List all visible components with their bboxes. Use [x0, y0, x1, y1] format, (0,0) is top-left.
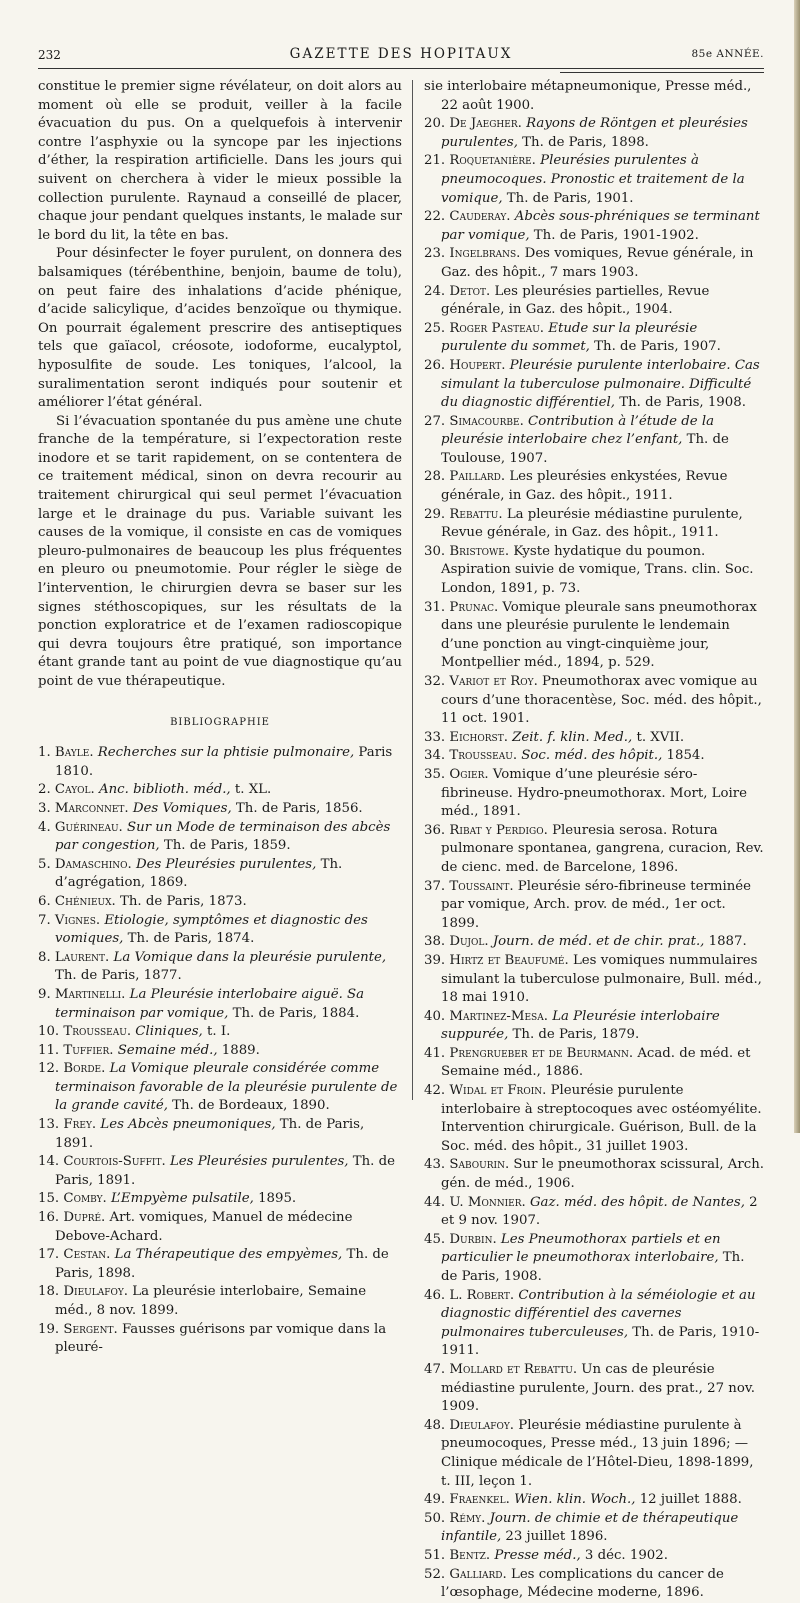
reference-details: Th. de Paris, 1910-1911.: [441, 1324, 760, 1359]
reference-details: Th. de Paris, 1884.: [228, 1005, 360, 1021]
bibliography-entry: [38, 1153, 402, 1190]
reference-author: Guérineau.: [54, 819, 123, 835]
reference-number: 7.: [38, 912, 51, 928]
reference-details: Th. de Paris, 1874.: [123, 931, 255, 947]
reference-number: 44.: [424, 1194, 446, 1210]
bibliography-entry: [424, 1082, 764, 1156]
bibliography-entry: [424, 599, 764, 673]
bibliography-entry: [424, 822, 764, 878]
reference-details: Th. de Paris, 1908.: [441, 1250, 745, 1284]
reference-details: Pleurésie séro-fibrineuse terminée par vomique, Arch. prov. de méd., 1er oct. 1899.: [441, 878, 752, 931]
reference-number: 37.: [424, 878, 446, 894]
reference-details: Th. de Paris, 1879.: [508, 1027, 640, 1043]
reference-number: 49.: [424, 1492, 446, 1508]
reference-number: 42.: [424, 1083, 446, 1099]
reference-details: Th. de Paris, 1907.: [589, 339, 721, 355]
reference-author: Rebattu.: [449, 506, 503, 522]
reference-title: Anc. biblioth. méd.,: [99, 782, 231, 798]
reference-number: 6.: [38, 893, 51, 909]
reference-details: Un cas de pleurésie médiastine purulente, Journ. des prat., 27 nov. 1909.: [441, 1361, 755, 1415]
reference-title: La Pleurésie interlobaire aiguë. Sa terminaison par vomique,: [55, 986, 365, 1021]
reference-number: 5.: [38, 856, 51, 872]
reference-details: La pleurésie interlobaire, Semaine méd., 8 nov. 1899.: [55, 1284, 367, 1318]
bibliography-entry: [424, 468, 764, 505]
reference-title: Des Vomiques,: [132, 800, 232, 816]
reference-author: U. Monnier.: [449, 1194, 526, 1210]
reference-number: 31.: [424, 599, 446, 615]
reference-author: Mollard et Rebattu.: [449, 1361, 578, 1377]
bibliography-entry: [38, 800, 402, 819]
reference-number: 14.: [38, 1154, 60, 1170]
bibliography-entry: [424, 115, 764, 152]
right-column: [424, 78, 764, 1603]
reference-details: 1895.: [253, 1191, 297, 1207]
reference-number: 41.: [424, 1045, 446, 1061]
page-edge: [794, 0, 800, 1133]
reference-title: Contribution à l’étude de la pleurésie interlobaire chez l’enfant,: [441, 413, 715, 448]
reference-number: 10.: [38, 1024, 60, 1040]
reference-title: Semaine méd.,: [117, 1042, 218, 1058]
reference-author: Cauderay.: [449, 209, 511, 225]
reference-details: La pleurésie médiastine purulente, Revue générale, in Gaz. des hôpit., 1911.: [441, 506, 743, 541]
reference-author: Vignes.: [54, 912, 101, 928]
reference-author: Martinelli.: [54, 986, 126, 1002]
bibliography-entry: [424, 413, 764, 469]
reference-details: Vomique d’une pleurésie séro-fibrineuse. Hydro-pneumothorax. Mort, Loire méd., 1891.: [441, 766, 747, 820]
reference-number: 12.: [38, 1061, 60, 1077]
bibliography-entry: [424, 1156, 764, 1193]
reference-author: De Jaegher.: [449, 116, 522, 132]
reference-details: t. I.: [202, 1024, 231, 1040]
reference-title: Sur un Mode de terminaison des abcès par congestion,: [55, 819, 391, 854]
reference-author: Comby.: [63, 1191, 107, 1207]
reference-title: Les Abcès pneumoniques,: [100, 1117, 276, 1133]
reference-number: 3.: [38, 800, 51, 816]
bibliography-entry: [424, 933, 764, 952]
reference-details: 1887.: [704, 934, 747, 950]
reference-details: Th. de Paris, 1908.: [614, 395, 746, 411]
reference-number: 35.: [424, 766, 446, 782]
reference-author: Dieulafoy.: [63, 1284, 129, 1300]
reference-details: Fausses guérisons par vomique dans la pleuré-: [55, 1321, 387, 1356]
reference-author: Rémy.: [449, 1510, 486, 1526]
reference-number: 15.: [38, 1191, 60, 1207]
reference-number: 48.: [424, 1417, 446, 1433]
bibliography-entry: [38, 856, 402, 893]
reference-author: Sergent.: [63, 1321, 118, 1337]
reference-title: Pleurésies purulentes à pneumocoques. Pronostic et traitement de la vomique,: [441, 153, 745, 206]
reference-number: 23.: [424, 246, 446, 262]
reference-title: Etude sur la pleurésie purulente du sommet,: [441, 320, 698, 355]
bibliography-entry: [38, 781, 402, 800]
reference-author: Hirtz et Beaufumé.: [449, 952, 569, 968]
bibliography-entry: [424, 673, 764, 729]
page-header: [38, 44, 764, 66]
reference-author: Marconnet.: [54, 800, 129, 816]
reference-details: Th. de Paris, 1891.: [55, 1154, 396, 1188]
reference-number: 33.: [424, 729, 446, 745]
reference-author: Simacourbe.: [449, 413, 524, 429]
bibliography-entry: [424, 78, 764, 115]
page-number: 232: [38, 48, 61, 62]
reference-title: Rayons de Röntgen et pleurésies purulentes,: [441, 116, 748, 150]
reference-details: 2 et 9 nov. 1907.: [441, 1194, 758, 1229]
reference-title: Abcès sous-phréniques se terminant par vomique,: [441, 209, 760, 243]
reference-number: 8.: [38, 949, 51, 965]
reference-details: Des vomiques, Revue générale, in Gaz. des hôpit., 7 mars 1903.: [441, 246, 754, 280]
reference-author: Chénieux.: [54, 893, 116, 909]
reference-number: 25.: [424, 320, 446, 336]
reference-details: Th. de Bordeaux, 1890.: [167, 1098, 330, 1114]
reference-title: Des Pleurésies purulentes,: [135, 856, 317, 872]
reference-number: 39.: [424, 952, 446, 968]
reference-details: Th. de Toulouse, 1907.: [441, 432, 729, 466]
bibliography-entry: [38, 986, 402, 1023]
bibliography-entry: [38, 1246, 402, 1283]
reference-number: 26.: [424, 357, 446, 373]
bibliography-entry: [38, 1283, 402, 1320]
bibliography-entry: [424, 506, 764, 543]
reference-title: Recherches sur la phtisie pulmonaire,: [97, 745, 355, 761]
reference-author: Ogier.: [449, 766, 489, 782]
reference-number: 36.: [424, 822, 446, 838]
reference-number: 1.: [38, 745, 51, 761]
reference-title: Wien. klin. Woch.,: [514, 1492, 636, 1508]
bibliography-entry: [38, 1190, 402, 1209]
reference-title: Presse méd.,: [494, 1547, 581, 1563]
reference-author: Fraenkel.: [449, 1492, 510, 1508]
reference-title: Zeit. f. klin. Med.,: [512, 729, 633, 745]
reference-title: Les Pneumothorax partiels et en particulier le pneumothorax interlobaire,: [441, 1231, 721, 1266]
reference-title: Etiologie, symptômes et diagnostic des vomiques,: [55, 912, 368, 947]
reference-details: 3 déc. 1902.: [580, 1547, 668, 1563]
reference-author: Cayol.: [54, 782, 95, 798]
reference-number: 11.: [38, 1042, 60, 1058]
reference-title: La Thérapeutique des empyèmes,: [114, 1247, 343, 1263]
reference-author: Frey.: [63, 1117, 97, 1133]
reference-details: t. XVII.: [632, 729, 685, 745]
reference-number: 19.: [38, 1321, 60, 1337]
reference-title: Les Pleurésies purulentes,: [169, 1154, 349, 1170]
reference-number: 27.: [424, 413, 446, 429]
bibliography-entry: [38, 1321, 402, 1358]
reference-number: 21.: [424, 153, 446, 169]
reference-author: Paillard.: [449, 469, 506, 485]
header-rule-short: [560, 72, 764, 73]
bibliography-entry: [424, 729, 764, 748]
bibliography-entry: [424, 766, 764, 822]
bibliography-entry: [424, 283, 764, 320]
reference-title: Cliniques,: [135, 1024, 203, 1040]
reference-title: La Pleurésie interlobaire suppurée,: [441, 1008, 720, 1043]
reference-title: Gaz. méd. des hôpit. de Nantes,: [529, 1194, 745, 1210]
reference-title: La Vomique pleurale considérée comme terminaison favorable de la pleurésie purulente de la grande cavité,: [55, 1061, 398, 1114]
reference-author: Bayle.: [54, 745, 94, 761]
bibliography-entry: [424, 1547, 764, 1566]
reference-number: 46.: [424, 1287, 446, 1303]
reference-author: Houpert.: [449, 357, 506, 373]
reference-number: 52.: [424, 1566, 446, 1582]
body-paragraph: Si l’évacuation spontanée du pus amène une chute franche de la température, si l’expectoration reste inodore et se tarit rapidement, on se contentera de ce traitement médical, sinon on devra recourir au traitement chirurgical qui seul permet l’évacuation large et le drainage du pus. Variable suivant les causes de la vomique, il consiste en cas de vomiques pleuro-pulmonaires de beaucoup les plus fréquentes en pleuro ou pneumotomie. Pour régler le siège de l’intervention, le chirurgien devra se baser sur les signes stéthoscopiques, sur les résultats de la ponction exploratrice et de l’examen radioscopique qui devra toujours être pratiqué, son importance étant grande tant au point de vue diagnostique qu’au point de vue thérapeutique.: [38, 413, 402, 689]
bibliography-entry: [38, 893, 402, 912]
reference-number: 43.: [424, 1157, 446, 1173]
reference-author: Galliard.: [449, 1566, 507, 1582]
bibliography-entry: [38, 1042, 402, 1061]
bibliography-entry: [38, 1023, 402, 1042]
reference-author: Prunac.: [449, 599, 499, 615]
body-paragraph: constitue le premier signe révélateur, on doit alors au moment où elle se produit, veiller à la facile évacuation du pus. On a quelquefois à intervenir contre l’asphyxie ou la syncope par les injections d’éther, la respiration artificielle. Dans les jours qui suivent on cherchera à vider le mieux possible la collection purulente. Raynaud a conseillé de placer, chaque jour pendant quelques instants, le malade sur le bord du lit, la tête en bas.: [38, 79, 402, 243]
reference-author: Bentz.: [449, 1547, 491, 1563]
reference-number: 16.: [38, 1210, 60, 1226]
reference-title: Journ. de méd. et de chir. prat.,: [492, 934, 705, 950]
column-divider: [412, 80, 413, 1100]
reference-number: 30.: [424, 543, 446, 559]
journal-year: 85e ANNÉE.: [691, 48, 764, 60]
left-column: [38, 78, 402, 1358]
reference-author: Bristowe.: [449, 543, 510, 559]
reference-number: 50.: [424, 1510, 446, 1526]
reference-number: 9.: [38, 986, 51, 1002]
reference-details: 23 juillet 1896.: [501, 1529, 608, 1545]
reference-author: Durbin.: [449, 1231, 497, 1247]
reference-title: Contribution à la séméiologie et au diagnostic différentiel des cavernes pulmonaires tuberculeuses,: [441, 1287, 756, 1340]
reference-author: Martinez-Mesa.: [449, 1008, 548, 1024]
reference-details: 1889.: [217, 1042, 260, 1058]
reference-number: 4.: [38, 819, 51, 835]
reference-title: Journ. de chimie et de thérapeutique infantile,: [441, 1510, 739, 1545]
reference-author: Trousseau.: [63, 1024, 132, 1040]
reference-author: Roger Pasteau.: [449, 320, 545, 336]
reference-number: 18.: [38, 1284, 60, 1300]
bibliography-entry: [424, 1194, 764, 1231]
bibliography-entry: [38, 912, 402, 949]
reference-title: Soc. méd. des hôpit.,: [521, 748, 663, 764]
header-rule: [38, 68, 764, 69]
reference-details: Th. de Paris, 1877.: [55, 968, 182, 984]
reference-details: Kyste hydatique du poumon. Aspiration suivie de vomique, Trans. clin. Soc. London, 1891, p. 73.: [441, 543, 754, 597]
bibliography-entry: [424, 1491, 764, 1510]
bibliography-entry: [424, 357, 764, 413]
reference-author: Tuffier.: [63, 1042, 114, 1058]
reference-author: Eichorst.: [449, 729, 508, 745]
reference-details: Th. de Paris, 1898.: [517, 134, 649, 150]
reference-number: 22.: [424, 209, 446, 225]
reference-author: Damaschino.: [54, 856, 132, 872]
reference-details: t. XL.: [230, 782, 272, 798]
reference-details: Pleuresia serosa. Rotura pulmonare spontanea, gangrena, curacion, Rev. de cienc. med. de Barcelone, 1896.: [441, 822, 764, 875]
reference-title: Pleurésie purulente interlobaire. Cas simulant la tuberculose pulmonaire. Difficulté du diagnostic différentiel,: [441, 357, 760, 411]
reference-number: 45.: [424, 1231, 446, 1247]
reference-title: L’Empyème pulsatile,: [111, 1191, 254, 1207]
reference-details: Th. de Paris, 1891.: [55, 1117, 365, 1151]
reference-number: 17.: [38, 1247, 60, 1263]
reference-details: Th. de Paris, 1901-1902.: [529, 227, 699, 243]
reference-details: 12 juillet 1888.: [635, 1492, 742, 1508]
reference-number: 29.: [424, 506, 446, 522]
reference-details: Th. de Paris, 1901.: [502, 190, 634, 206]
reference-number: 51.: [424, 1547, 446, 1563]
reference-number: 32.: [424, 674, 446, 689]
bibliography-entry: [38, 1116, 402, 1153]
reference-details: Pleurésie purulente interlobaire à streptocoques avec ostéomyélite. Intervention chirurgicale. Guérison, Bull. de la Soc. méd. des hôpit., 31 juillet 1903.: [441, 1083, 762, 1154]
reference-number: 13.: [38, 1117, 60, 1133]
reference-author: Variot et Roy.: [449, 674, 538, 689]
reference-details: Art. vomiques, Manuel de médecine Debove-Achard.: [55, 1210, 353, 1244]
reference-number: 20.: [424, 116, 446, 132]
reference-number: 24.: [424, 283, 446, 299]
reference-author: Laurent.: [54, 949, 110, 965]
bibliography-entry: [424, 1417, 764, 1491]
reference-details: 1854.: [662, 748, 705, 764]
reference-author: Ribat y Perdigo.: [449, 822, 548, 838]
bibliography-entry: [424, 1231, 764, 1287]
bibliography-entry: [424, 245, 764, 282]
bibliography-entry: [38, 1209, 402, 1246]
bibliography-entry: [424, 952, 764, 1008]
reference-number: 28.: [424, 469, 446, 485]
reference-author: Borde.: [63, 1061, 106, 1077]
bibliography-entry: [424, 747, 764, 766]
reference-details: sie interlobaire métapneumonique, Presse méd., 22 août 1900.: [424, 79, 752, 113]
reference-details: Pleurésie médiastine purulente à pneumocoques, Presse méd., 13 juin 1896; — Clinique médicale de l’Hôtel-Dieu, 1898-1899, t. III, leçon 1.: [441, 1417, 754, 1489]
reference-details: Les vomiques nummulaires simulant la tuberculose pulmonaire, Bull. méd., 18 mai 1910.: [441, 952, 762, 1006]
reference-author: L. Robert.: [449, 1287, 515, 1303]
bibliography-entry: [424, 208, 764, 245]
bibliography-entry: [424, 1045, 764, 1082]
reference-author: Detot.: [449, 283, 491, 299]
reference-details: Th. de Paris, 1898.: [55, 1247, 389, 1281]
reference-details: Les pleurésies partielles, Revue générale, in Gaz. des hôpit., 1904.: [441, 283, 710, 318]
reference-author: Prengrueber et de Beurmann.: [449, 1045, 634, 1061]
reference-details: Vomique pleurale sans pneumothorax dans une pleurésie purulente le lendemain d’une ponction au vingt-cinquième jour, Montpellier méd., 1894, p. 529.: [441, 599, 757, 671]
reference-number: 40.: [424, 1008, 446, 1024]
reference-details: Th. d’agrégation, 1869.: [55, 856, 343, 891]
reference-details: Th. de Paris, 1859.: [159, 838, 291, 854]
bibliography-entry: [424, 1287, 764, 1361]
reference-details: Les pleurésies enkystées, Revue générale, in Gaz. des hôpit., 1911.: [441, 469, 728, 504]
reference-author: Dieulafoy.: [449, 1417, 515, 1433]
reference-details: Th. de Paris, 1856.: [231, 800, 363, 816]
bibliography-entry: [424, 1510, 764, 1547]
bibliography-entry: [424, 543, 764, 599]
bibliography-heading: BIBLIOGRAPHIE: [170, 716, 270, 728]
reference-number: 34.: [424, 748, 446, 764]
reference-details: Sur le pneumothorax scissural, Arch. gén. de méd., 1906.: [441, 1157, 764, 1192]
bibliography-entry: [424, 1361, 764, 1417]
bibliography-entry: [424, 152, 764, 208]
bibliography-entry: [424, 1566, 764, 1603]
reference-details: Les complications du cancer de l’œsophage, Médecine moderne, 1896.: [441, 1566, 724, 1601]
reference-author: Courtois-Suffit.: [63, 1154, 166, 1170]
reference-author: Toussaint.: [449, 878, 514, 894]
reference-author: Widal et Froin.: [449, 1083, 547, 1099]
bibliography-entry: [38, 744, 402, 781]
reference-details: Acad. de méd. et Semaine méd., 1886.: [441, 1045, 751, 1080]
bibliography-entry: [424, 878, 764, 934]
reference-details: Th. de Paris, 1873.: [119, 893, 247, 909]
body-paragraph: Pour désinfecter le foyer purulent, on donnera des balsamiques (térébenthine, benjoin, baume de tolu), on peut faire des inhalations d’acide phénique, d’acide salicylique, d’acides benzoïque ou thymique. On pourrait également prescrire des antiseptiques tels que gaïacol, créosote, iodoforme, eucalyptol, hyposulfite de soude. Les toniques, l’alcool, la suralimentation seront indiqués pour soutenir et améliorer l’état général.: [38, 246, 402, 411]
reference-number: 47.: [424, 1361, 446, 1377]
reference-number: 2.: [38, 782, 51, 798]
reference-author: Dujol.: [449, 934, 489, 950]
reference-author: Trousseau.: [449, 748, 518, 764]
bibliography-entry: [38, 1060, 402, 1116]
reference-author: Dupré.: [63, 1210, 106, 1226]
bibliography-entry: [424, 320, 764, 357]
reference-author: Ingelbrans.: [449, 246, 521, 262]
bibliography-list-right: [424, 78, 764, 1603]
reference-author: Roquetanière.: [449, 153, 536, 169]
bibliography-entry: [424, 1008, 764, 1045]
reference-details: Pneumothorax avec vomique au cours d’une thoracentèse, Soc. méd. des hôpit., 11 oct. 1901.: [441, 674, 762, 727]
reference-details: Paris 1810.: [55, 745, 393, 779]
bibliography-entry: [38, 949, 402, 986]
bibliography-list-left: [38, 744, 402, 1358]
reference-title: La Vomique dans la pleurésie purulente,: [113, 949, 387, 965]
reference-author: Sabourin.: [449, 1157, 510, 1173]
reference-author: Cestan.: [63, 1247, 111, 1263]
reference-number: 38.: [424, 934, 446, 950]
bibliography-entry: [38, 819, 402, 856]
journal-title: GAZETTE DES HOPITAUX: [289, 46, 513, 62]
